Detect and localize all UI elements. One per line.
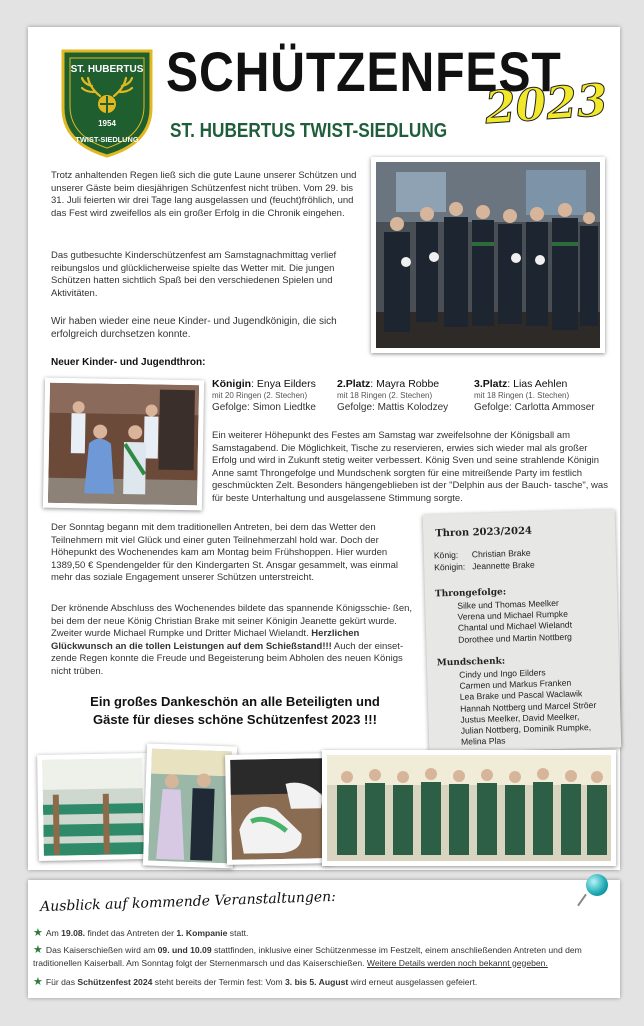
youth-third-place: 3.Platz: Lias Aehlen mit 18 Ringen (1. Stechen) Gefolge: Carlotta Ammoser <box>474 378 595 413</box>
sneakers-photo-image <box>230 758 328 860</box>
queen-row: Königin: Jeannette Brake <box>434 559 535 573</box>
youth-queen: Königin: Enya Eilders mit 20 Ringen (2. Stechen) Gefolge: Simon Liedtke <box>212 378 316 413</box>
intro-paragraph-3: Wir haben wieder eine neue Kinder- und Jugendkönigin, die sich erfolgreich durchsetzen konnte. <box>51 316 337 340</box>
entourage-list: Silke und Thomas Meelker Verena und Michael Rumpke Chantal und Michael Wielandt Dorothee und Martin Nottberg <box>457 597 573 645</box>
club-crest-logo <box>60 48 154 158</box>
star-bullet-icon: ★ <box>33 927 43 939</box>
star-bullet-icon: ★ <box>33 976 43 988</box>
thank-you-note: Ein großes Dankeschön an alle Beteiligten und Gäste für dieses schöne Schützenfest 2023 !!! <box>90 694 380 727</box>
king-row: König: Christian Brake <box>433 547 531 561</box>
marksmen-photo <box>322 750 616 866</box>
youth-photo-image <box>48 383 199 506</box>
youth-throne-photo <box>43 378 204 511</box>
youth-second-place: 2.Platz: Mayra Robbe mit 18 Ringen (2. Stechen) Gefolge: Mattis Kolodzey <box>337 378 449 413</box>
youth-throne-heading: Neuer Kinder- und Jugendthron: <box>51 357 206 368</box>
outlook-item-1: ★ Am 19.08. findet das Antreten der 1. Kompanie statt. <box>33 927 249 939</box>
throne-box <box>423 509 622 752</box>
sneakers-photo <box>225 753 333 865</box>
tent-photo <box>37 753 149 861</box>
cupbearer-list: Cindy und Ingo Eilders Carmen und Markus Franken Lea Brake und Pascal Waclawik Hannah Nottberg und Marcel Ströer Justus Meelker, David Meelker, Julian Nottberg, Dominik Rumpke, Melina Plas <box>459 667 597 747</box>
intro-paragraph-2: Das gutbesuchte Kinderschützenfest am Samstagnachmittag verlief reibungslos und glücklicherweise spielte das Wetter mit. Die jungen Schützen hatten sichtlich Spaß bei den verschiedenen Spielen und Aktivitäten. <box>51 250 337 299</box>
tent-photo-image <box>42 758 144 856</box>
entourage-heading: Throngefolge: <box>434 587 507 600</box>
kings-shooting-paragraph: Der krönende Abschluss des Wochenendes bildete das spannende Königsschie- ßen, bei dem der neue König Christian Brake mit seiner Königin Jeanette gekürt wurde. Zweiter wurde Michael Rumpke und Dritter Michael Wielandt. Herzlichen Glückwunsch an die tollen Leistungen auf dem Schießstand!!! Auch der einset- zende Regen konnte die Freude und Begeisterung beim Abholen des neuen Königs nicht trüben. <box>51 603 413 677</box>
crest-year: 1954 <box>98 119 116 128</box>
intro-paragraph-1: Trotz anhaltenden Regen ließ sich die gute Laune unserer Schützen und unserer Gäste beim diesjährigen Schützenfest nicht trüben. Vom 29. bis 31. Juli feierten wir drei Tage lang ausgelassen und (feucht)fröhlich, und das Fest wird zweifellos als ein großer Erfolg in die Chronik eingehen. <box>51 170 357 219</box>
outlook-item-2: ★ Das Kaiserschießen wird am 09. und 10.09 stattfinden, inklusive einer Schützenmesse im Festzelt, einem anschließenden Antreten und dem traditionellen Kaiserball. Am Sonntag folgt der Sternenmarsch und das Kaiserschießen. Weitere Details werden noch bekannt gegeben. <box>33 944 582 968</box>
throne-title: Thron 2023/2024 <box>435 525 533 540</box>
outlook-item-3: ★ Für das Schützenfest 2024 steht bereits der Termin fest: Vom 3. bis 5. August wird erneut ausgelassen gefeiert. <box>33 976 478 988</box>
group-photo <box>371 157 605 353</box>
page-title: SCHÜTZENFEST <box>166 40 562 103</box>
star-bullet-icon: ★ <box>33 944 43 956</box>
outlook-title: Ausblick auf kommende Veranstaltungen: <box>39 888 337 916</box>
group-photo-image <box>376 162 600 348</box>
crest-bottom-text: TWIST-SIEDLUNG <box>75 135 139 144</box>
dance-photo-image <box>148 749 232 864</box>
cupbearer-heading: Mundschenk: <box>436 656 506 669</box>
sunday-paragraph: Der Sonntag begann mit dem traditionellen Antreten, bei dem das Wetter den Teilnehmern mit viel Glück und einer guten Teilnehmerzahl hold war. Doch der Höhepunkt des Wochenendes kam am Montag beim Frühshoppen. Hier wurden 1389,50 € Spendengelder für den Kindergarten St. Ansgar gesammelt, was einmal mehr das soziale Engagement unserer Schützen unterstreicht. <box>51 522 398 584</box>
pushpin-icon <box>586 874 608 896</box>
marksmen-photo-image <box>327 755 611 861</box>
dance-photo <box>143 743 237 868</box>
kings-ball-paragraph: Ein weiterer Höhepunkt des Festes am Samstag war zweifelsohne der Königsball am Samstagabend. Die Möglichkeit, Tische zu reservieren, erwies sich wieder mal als großer Erfolg und wird in Zukunft stetig weiter verbessert. König Sven und seine strahlende Königin Anne samt Throngefolge und Mundschenk sorgten für eine mitreißende Party im festlich geschmückten Zelt. Besonders hängengeblieben ist der "Delphin aus der Bauch- tasche", was für beste Unterhaltung und ausgelassene Stimmung sorgte. <box>212 430 608 504</box>
club-subtitle: ST. HUBERTUS TWIST-SIEDLUNG <box>170 120 448 142</box>
crest-top-text: ST. HUBERTUS <box>70 64 144 75</box>
year-badge: 2023 <box>483 74 610 135</box>
